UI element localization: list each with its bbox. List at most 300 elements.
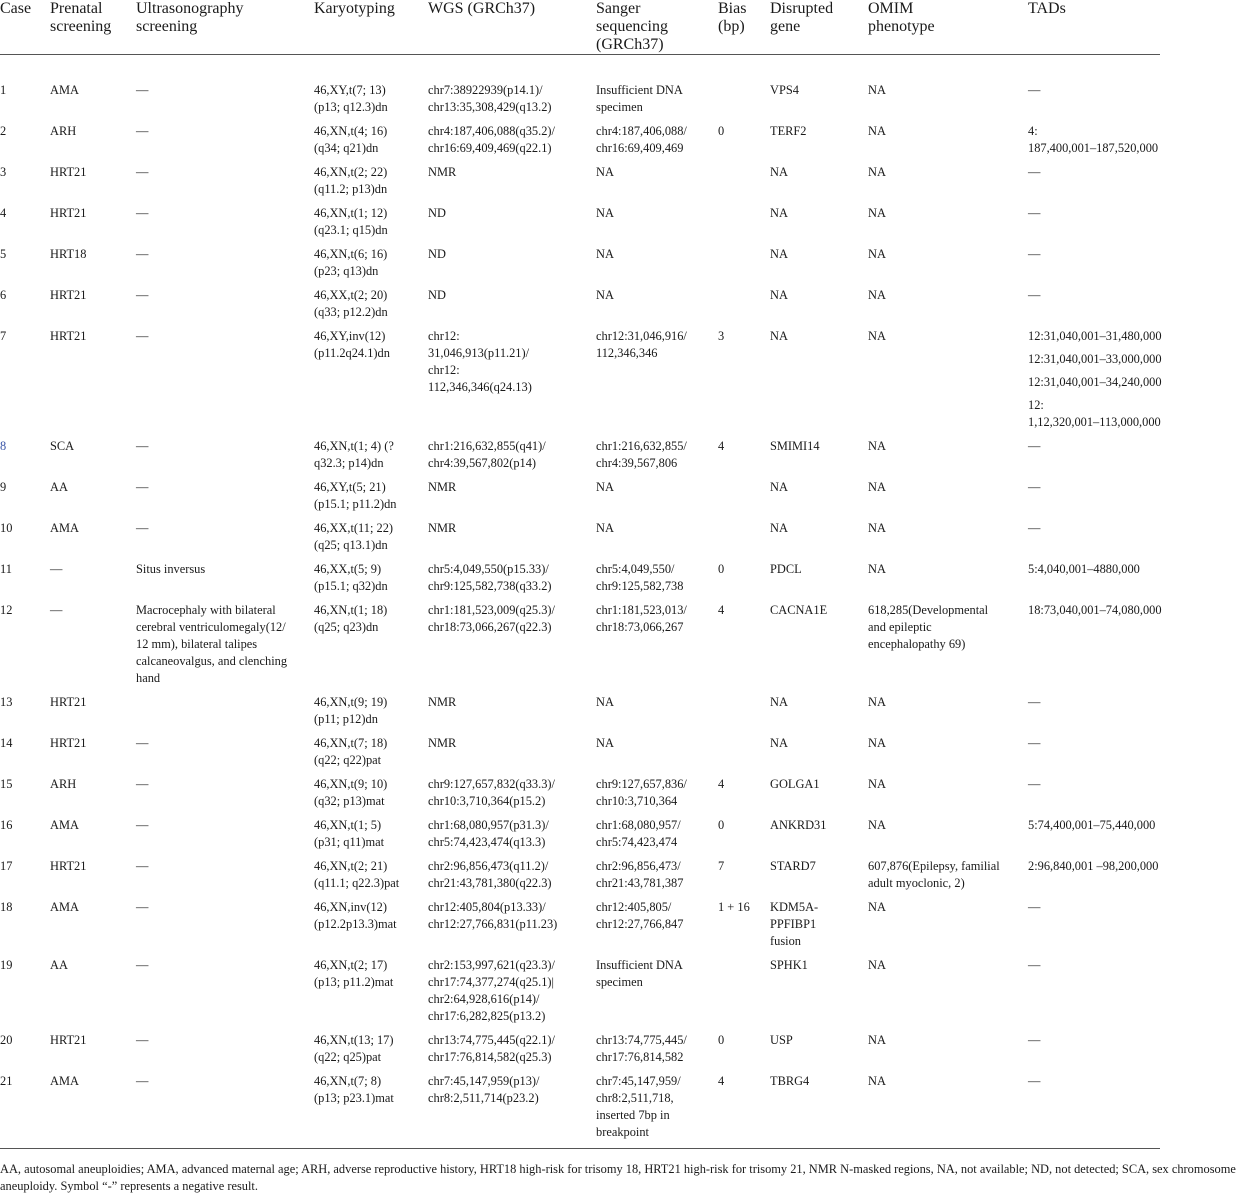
cell-text: AA [50,958,68,972]
cell-bias [718,438,770,479]
cell-line: chr7:45,147,959(p13)/ [428,1074,540,1088]
cell-case [0,287,50,328]
cell-line: — [1028,1033,1041,1047]
cell-line: — [1028,247,1041,261]
cell-line: chr13:35,308,429(q13.2) [428,100,552,114]
cell-bias [718,776,770,817]
cell-sanger [596,123,718,164]
cell-line: NA [868,165,886,179]
cell-prenatal-screening [50,55,136,124]
cell-line: 618,285(Developmental [868,603,989,617]
tad-entry [1028,694,1156,711]
tad-entry [1028,374,1162,391]
cell-case [0,776,50,817]
cell-line: — [1028,1074,1041,1088]
table-row [0,957,1160,1032]
cell-text: 7 [718,859,725,873]
cell-case [0,735,50,776]
cell-disrupted-gene [770,694,868,735]
cell-omim-phenotype [868,1073,1028,1149]
cell-prenatal-screening [50,246,136,287]
cell-line: chr13:74,775,445/ [596,1033,687,1047]
tad-entry [1028,602,1162,619]
cell-text: HRT18 [50,247,87,261]
cell-line: 46,XX,t(2; 20) [314,288,388,302]
table-row [0,1032,1160,1073]
cell-case [0,858,50,899]
cell-line: 46,XY,inv(12) [314,329,386,343]
cell-line: chr12:405,805/ [596,900,672,914]
cell-line: (q23.1; q15)dn [314,223,388,237]
header-wgs [428,0,596,55]
cell-text: 0 [718,562,725,576]
cell-text: AMA [50,521,79,535]
cell-line: NA [868,1074,886,1088]
cell-line: — [1028,439,1041,453]
cell-line: USP [770,1033,793,1047]
cell-text: HRT21 [50,695,87,709]
cell-tads [1028,164,1160,205]
cell-line: CACNA1E [770,603,828,617]
cell-line: — [1028,206,1041,220]
cell-text: 3 [718,329,725,343]
cell-line: chr10:3,710,364(p15.2) [428,794,546,808]
cell-line: — [136,247,149,261]
cell-line: and epileptic [868,620,932,634]
cell-omim-phenotype [868,438,1028,479]
cell-line: chr16:69,409,469 [596,141,684,155]
cell-line: — [136,859,149,873]
cell-bias [718,55,770,124]
cell-line: chr5:74,423,474(q13.3) [428,835,546,849]
cell-line: — [1028,958,1041,972]
cell-line: 46,XN,t(1; 4) (? [314,439,394,453]
cell-prenatal-screening [50,694,136,735]
header-sanger-sequencing [596,0,718,55]
cell-text: 17 [0,859,13,873]
cell-wgs [428,602,596,694]
cell-prenatal-screening [50,205,136,246]
cell-line: fusion [770,934,801,948]
tad-entry [1028,397,1161,431]
cell-sanger [596,479,718,520]
cell-sanger [596,694,718,735]
cell-sanger [596,205,718,246]
header-disrupted-gene [770,0,868,55]
cell-case [0,561,50,602]
cell-line: NMR [428,736,457,750]
cell-case [0,246,50,287]
cell-text: ARH [50,777,77,791]
cell-line: STARD7 [770,859,816,873]
cell-line: 5:4,040,001–4880,000 [1028,562,1140,576]
cell-text: 4 [718,777,725,791]
cell-text: 4 [0,206,7,220]
cell-line: (q32; p13)mat [314,794,385,808]
cell-line: (q11.2; p13)dn [314,182,388,196]
cell-line: 46,XN,t(4; 16) [314,124,388,138]
cell-sanger [596,246,718,287]
cell-line: — [1028,900,1041,914]
cell-line: NMR [428,521,457,535]
table-body [0,55,1160,1149]
cell-line: 12:31,040,001–31,480,000 [1028,329,1162,343]
header-line: (bp) [718,18,745,35]
cell-disrupted-gene [770,858,868,899]
cell-wgs [428,957,596,1032]
cell-line: chr17:76,814,582 [596,1050,684,1064]
cell-line: 12: [1028,398,1044,412]
cell-line: NA [596,165,614,179]
cell-line: (p23; q13)dn [314,264,379,278]
cell-wgs [428,164,596,205]
header-line: OMIM [868,0,914,17]
cell-line: 46,XN,t(7; 8) [314,1074,382,1088]
cell-ultrasonography [136,957,314,1032]
cell-text: HRT21 [50,1033,87,1047]
cell-omim-phenotype [868,817,1028,858]
cell-line: NA [868,288,886,302]
cell-karyotyping [314,817,428,858]
cell-line: NA [868,206,886,220]
cell-case [0,164,50,205]
tad-entry [1028,817,1156,834]
cell-omim-phenotype [868,328,1028,438]
cell-line: — [1028,521,1041,535]
cell-text: — [50,562,63,576]
cell-line: 46,XX,t(11; 22) [314,521,394,535]
cell-karyotyping [314,123,428,164]
cell-line: chr17:74,377,274(q25.1)| [428,975,555,989]
cell-line: chr12:31,046,916/ [596,329,687,343]
tad-entry [1028,899,1156,916]
cell-line: — [1028,695,1041,709]
cell-line: SPHK1 [770,958,808,972]
cell-line: 12:31,040,001–33,000,000 [1028,352,1162,366]
cell-prenatal-screening [50,561,136,602]
tad-entry [1028,735,1156,752]
cell-omim-phenotype [868,205,1028,246]
cell-case [0,438,50,479]
table-row [0,164,1160,205]
cell-disrupted-gene [770,479,868,520]
cell-wgs [428,55,596,124]
cell-prenatal-screening [50,858,136,899]
cell-text: 5 [0,247,7,261]
cell-ultrasonography [136,776,314,817]
cell-line: (q22; q25)pat [314,1050,382,1064]
cell-wgs [428,817,596,858]
tad-entry [1028,957,1156,974]
cell-disrupted-gene [770,328,868,438]
cell-line: chr1:181,523,013/ [596,603,687,617]
cell-line: — [136,1074,149,1088]
cell-line: adult myoclonic, 2) [868,876,965,890]
cell-line: 46,XN,t(1; 5) [314,818,382,832]
cell-karyotyping [314,520,428,561]
cell-line: chr12:405,804(p13.33)/ [428,900,546,914]
cell-text: 11 [0,562,12,576]
cell-tads [1028,735,1160,776]
cell-line: NA [596,480,614,494]
cell-wgs [428,287,596,328]
cell-line: NA [868,1033,886,1047]
cell-sanger [596,776,718,817]
cell-line: PPFIBP1 [770,917,817,931]
cell-line: (p11.2q24.1)dn [314,346,390,360]
cell-bias [718,1032,770,1073]
cell-line: (p13; p11.2)mat [314,975,394,989]
cell-text: 4 [718,603,725,617]
cell-line: NA [596,695,614,709]
cell-case [0,1073,50,1149]
cell-ultrasonography [136,602,314,694]
cell-line: 31,046,913(p11.21)/ [428,346,530,360]
cell-line: 46,XY,t(5; 21) [314,480,386,494]
cell-line: NA [770,521,788,535]
cell-bias [718,694,770,735]
table-row [0,205,1160,246]
cell-line: NA [868,480,886,494]
cell-tads [1028,1032,1160,1073]
cell-tads [1028,1073,1160,1149]
cell-ultrasonography [136,479,314,520]
cell-wgs [428,246,596,287]
cell-line: breakpoint [596,1125,649,1139]
header-line: WGS (GRCh37) [428,0,536,17]
cell-disrupted-gene [770,561,868,602]
table-row [0,287,1160,328]
cell-line: NA [770,736,788,750]
cell-case [0,205,50,246]
cell-line: — [1028,288,1041,302]
cell-text: 6 [0,288,7,302]
cell-line: hand [136,671,161,685]
cell-sanger [596,957,718,1032]
cell-line: chr9:127,657,836/ [596,777,687,791]
cell-line: — [1028,83,1041,97]
cell-line: chr4:187,406,088/ [596,124,687,138]
cell-omim-phenotype [868,123,1028,164]
cell-text: 20 [0,1033,13,1047]
cell-line: ND [428,206,446,220]
cell-bias [718,287,770,328]
case-link[interactable]: 8 [0,439,7,453]
cell-line: chr9:125,582,738(q33.2) [428,579,552,593]
cell-line: — [136,480,149,494]
cell-line: NA [596,206,614,220]
cell-line: — [136,288,149,302]
table-row [0,328,1160,438]
cell-line: 2:96,840,001 –98,200,000 [1028,859,1159,873]
cell-karyotyping [314,957,428,1032]
cell-line: 46,XN,t(2; 22) [314,165,388,179]
cell-line: NA [770,480,788,494]
cell-line: NA [868,818,886,832]
cell-sanger [596,55,718,124]
cell-line: 46,XN,t(1; 18) [314,603,388,617]
cell-text: 4 [718,439,725,453]
cell-line: — [136,736,149,750]
cell-sanger [596,735,718,776]
cell-case [0,602,50,694]
cell-line: chr4:187,406,088(q35.2)/ [428,124,555,138]
cell-sanger [596,817,718,858]
cell-line: chr18:73,066,267 [596,620,684,634]
cell-bias [718,246,770,287]
cell-line: NA [770,288,788,302]
cell-ultrasonography [136,164,314,205]
cell-line: NA [770,206,788,220]
cell-text: 18 [0,900,13,914]
cell-line: calcaneovalgus, and clenching [136,654,288,668]
tad-entry [1028,82,1156,99]
table-row [0,520,1160,561]
cell-line: specimen [596,975,643,989]
tad-entry [1028,479,1156,496]
cell-case [0,817,50,858]
tad-entry [1028,123,1159,157]
cell-line: (q25; q23)dn [314,620,379,634]
cell-case [0,1032,50,1073]
cell-ultrasonography [136,55,314,124]
header-tads [1028,0,1160,55]
header-karyotyping [314,0,428,55]
cell-omim-phenotype [868,287,1028,328]
cell-prenatal-screening [50,1073,136,1149]
cell-line: Macrocephaly with bilateral [136,603,276,617]
cell-text: 2 [0,124,7,138]
cell-karyotyping [314,1032,428,1073]
cell-line: 46,XN,t(2; 17) [314,958,388,972]
cell-line: NA [868,900,886,914]
cell-line: NA [868,329,886,343]
cell-ultrasonography [136,735,314,776]
cell-karyotyping [314,438,428,479]
header-line: (GRCh37) [596,36,664,53]
cell-wgs [428,205,596,246]
footnote-line: AA, autosomal aneuploidies; AMA, advanced maternal age; ARH, adverse reproductive history, HRT18 high-risk for trisomy 18, HRT21 high-risk for trisomy 21, NMR N-masked regions, NA, not available; ND, not detected; SCA, sex chromosome [0,1162,1236,1176]
cell-line: VPS4 [770,83,799,97]
cell-line: — [136,439,149,453]
cell-tads [1028,520,1160,561]
cell-text: 13 [0,695,13,709]
cell-line: (q25; q13.1)dn [314,538,388,552]
cell-text: 1 + 16 [718,900,750,914]
header-line: screening [136,18,198,35]
cell-ultrasonography [136,899,314,957]
cell-tads [1028,246,1160,287]
cell-line: (p15.1; q32)dn [314,579,388,593]
cell-line: (p11; p12)dn [314,712,378,726]
cell-line: 46,XN,inv(12) [314,900,387,914]
cell-karyotyping [314,858,428,899]
table-row [0,817,1160,858]
tad-entry [1028,246,1156,263]
header-line: phenotype [868,18,935,35]
cell-line: (p13; q12.3)dn [314,100,388,114]
cell-line: chr21:43,781,387 [596,876,684,890]
cell-line: chr17:76,814,582(q25.3) [428,1050,552,1064]
cell-wgs [428,479,596,520]
cell-disrupted-gene [770,735,868,776]
cell-line: chr9:127,657,832(q33.3)/ [428,777,555,791]
cell-wgs [428,520,596,561]
cell-line: NA [868,521,886,535]
tad-entry [1028,1032,1156,1049]
table-row [0,602,1160,694]
cell-text: AMA [50,1074,79,1088]
cell-disrupted-gene [770,1032,868,1073]
cell-text: ARH [50,124,77,138]
cell-omim-phenotype [868,735,1028,776]
cell-sanger [596,858,718,899]
cell-line: 12:31,040,001–34,240,000 [1028,375,1162,389]
cell-line: NA [868,736,886,750]
cell-karyotyping [314,694,428,735]
header-ultrasonography-screening [136,0,314,55]
cell-text: 12 [0,603,13,617]
table-row [0,1073,1160,1149]
cell-line: ND [428,288,446,302]
table-row [0,899,1160,957]
cell-ultrasonography [136,817,314,858]
table-row [0,561,1160,602]
cell-disrupted-gene [770,123,868,164]
cell-prenatal-screening [50,776,136,817]
cell-line: NA [596,736,614,750]
header-bias [718,0,770,55]
cell-disrupted-gene [770,602,868,694]
cell-line: 18:73,040,001–74,080,000 [1028,603,1162,617]
cell-text: 3 [0,165,7,179]
cell-line: NA [868,695,886,709]
cell-bias [718,817,770,858]
cell-prenatal-screening [50,328,136,438]
cell-case [0,520,50,561]
cell-sanger [596,1032,718,1073]
cell-text: 4 [718,1074,725,1088]
cell-line: chr16:69,409,469(q22.1) [428,141,552,155]
cell-line: NMR [428,695,457,709]
cell-line: chr12:27,766,847 [596,917,684,931]
cell-bias [718,123,770,164]
cell-line: chr2:64,928,616(p14)/ [428,992,540,1006]
table-row [0,246,1160,287]
cell-line: TERF2 [770,124,807,138]
table-row [0,123,1160,164]
cell-case [0,328,50,438]
cell-omim-phenotype [868,561,1028,602]
cell-tads [1028,957,1160,1032]
cell-tads [1028,858,1160,899]
header-line: Disrupted [770,0,834,17]
cell-omim-phenotype [868,694,1028,735]
cell-line: — [136,900,149,914]
cell-text: — [50,603,63,617]
cell-line: chr1:68,080,957/ [596,818,681,832]
cell-omim-phenotype [868,899,1028,957]
cell-disrupted-gene [770,164,868,205]
header-omim-phenotype [868,0,1028,55]
cell-line: chr4:39,567,806 [596,456,678,470]
cell-line: NA [596,288,614,302]
cell-line: — [136,958,149,972]
cell-line: NA [770,247,788,261]
cell-line: NA [868,439,886,453]
cell-wgs [428,561,596,602]
cell-karyotyping [314,561,428,602]
